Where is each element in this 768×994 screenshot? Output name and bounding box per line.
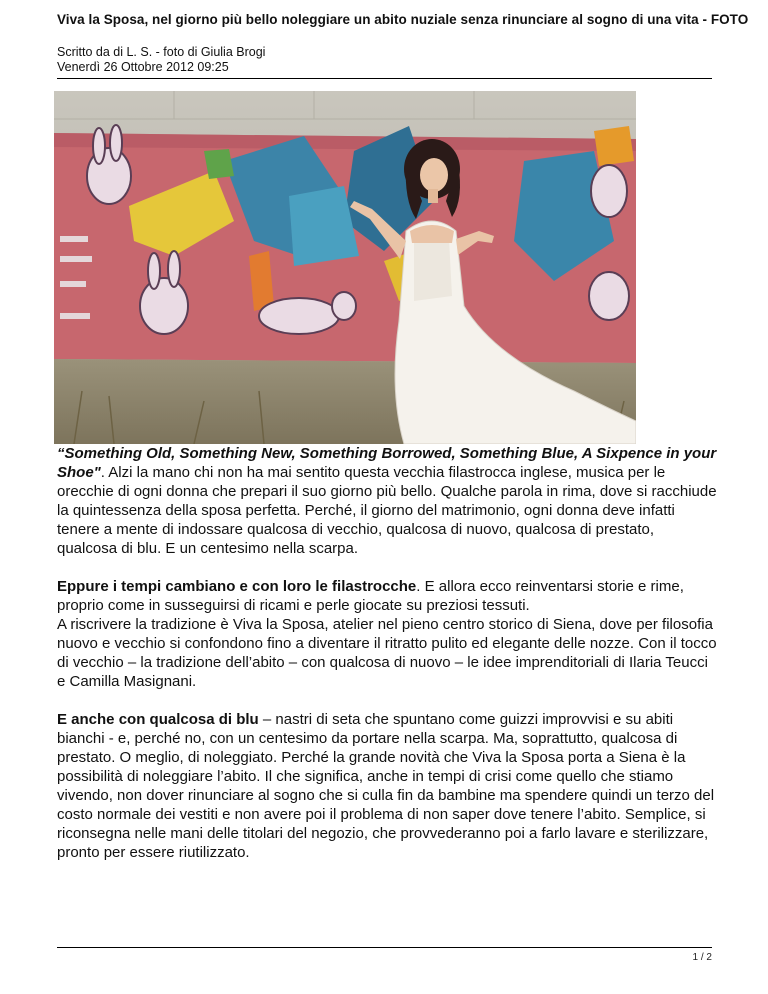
byline: Scritto da di L. S. - foto di Giulia Brogi bbox=[57, 45, 266, 59]
header-divider bbox=[57, 78, 712, 79]
article-meta bbox=[57, 45, 265, 75]
paragraph-3-text: – nastri di seta che spuntano come guizzi improvvisi e su abiti bianchi - e, perché no, con un centesimo da portare nella scarpa. Ma, soprattutto, qualcosa di prestato. O meglio, di noleggiato. Perché la grande novità che Viva la Sposa porta a Siena è la possibilità di noleggiare l’abito. Il che significa, anche in tempi di crisi come quello che stiamo vivendo, non dover rinunciare al sogno che si culla fin da bambine ma spendere quindi un terzo del costo normale dei vestiti e non avere poi il problema di non saper dove tenere l’abito. Semplice, si riconsegna nelle mani delle titolari del negozio, che provvederanno poi a farlo lavare e sterilizzare, pronto per essere riutilizzato. bbox=[57, 711, 715, 861]
paragraph-3 bbox=[57, 710, 717, 862]
paragraph-1-text: . Alzi la mano chi non ha mai sentito questa vecchia filastrocca inglese, musica per le orecchie di ogni donna che prepari il suo giorno più bello. Qualche parola in rima, dove si racchiude la quintessenza della sposa perfetta. Perché, il giorno del matrimonio, ogni donna deve infatti tenere a mente di indossare qualcosa di vecchio, qualcosa di nuovo, qualcosa di prestato, qualcosa di blu. E un centesimo nella scarpa. bbox=[57, 464, 717, 557]
paragraph-3-lead: E anche con qualcosa di blu bbox=[57, 711, 259, 728]
paragraph-2-lead: Eppure i tempi cambiano e con loro le filastrocche bbox=[57, 578, 417, 595]
footer-divider bbox=[57, 947, 712, 948]
article-body bbox=[57, 444, 717, 862]
paragraph-2b: A riscrivere la tradizione è Viva la Sposa, atelier nel pieno centro storico di Siena, dove per filosofia nuovo e vecchio si confondono fino a diventare il ritratto pulito ed elegante delle nozze. Con il tocco di vecchio – la tradizione dell’abito – con qualcosa di nuovo – le idee imprenditoriali di Ilaria Teucci e Camilla Masignani. bbox=[57, 616, 717, 690]
article-title: Viva la Sposa, nel giorno più bello noleggiare un abito nuziale senza rinunciare al sogno di una vita - FOTO bbox=[57, 12, 749, 27]
publish-date: Venerdì 26 Ottobre 2012 09:25 bbox=[57, 60, 229, 74]
paragraph-2-text: . E allora ecco reinventarsi storie e rime, proprio come in susseguirsi di ricami e perle giocate su preziosi tessuti. bbox=[57, 578, 684, 614]
paragraph-2 bbox=[57, 577, 717, 615]
article-photo bbox=[54, 91, 636, 444]
lead-quote: “Something Old, Something New, Something Borrowed, Something Blue, A Sixpence in your Shoe" bbox=[57, 445, 717, 481]
page-number: 1 / 2 bbox=[692, 952, 712, 963]
paragraph-1 bbox=[57, 444, 717, 558]
